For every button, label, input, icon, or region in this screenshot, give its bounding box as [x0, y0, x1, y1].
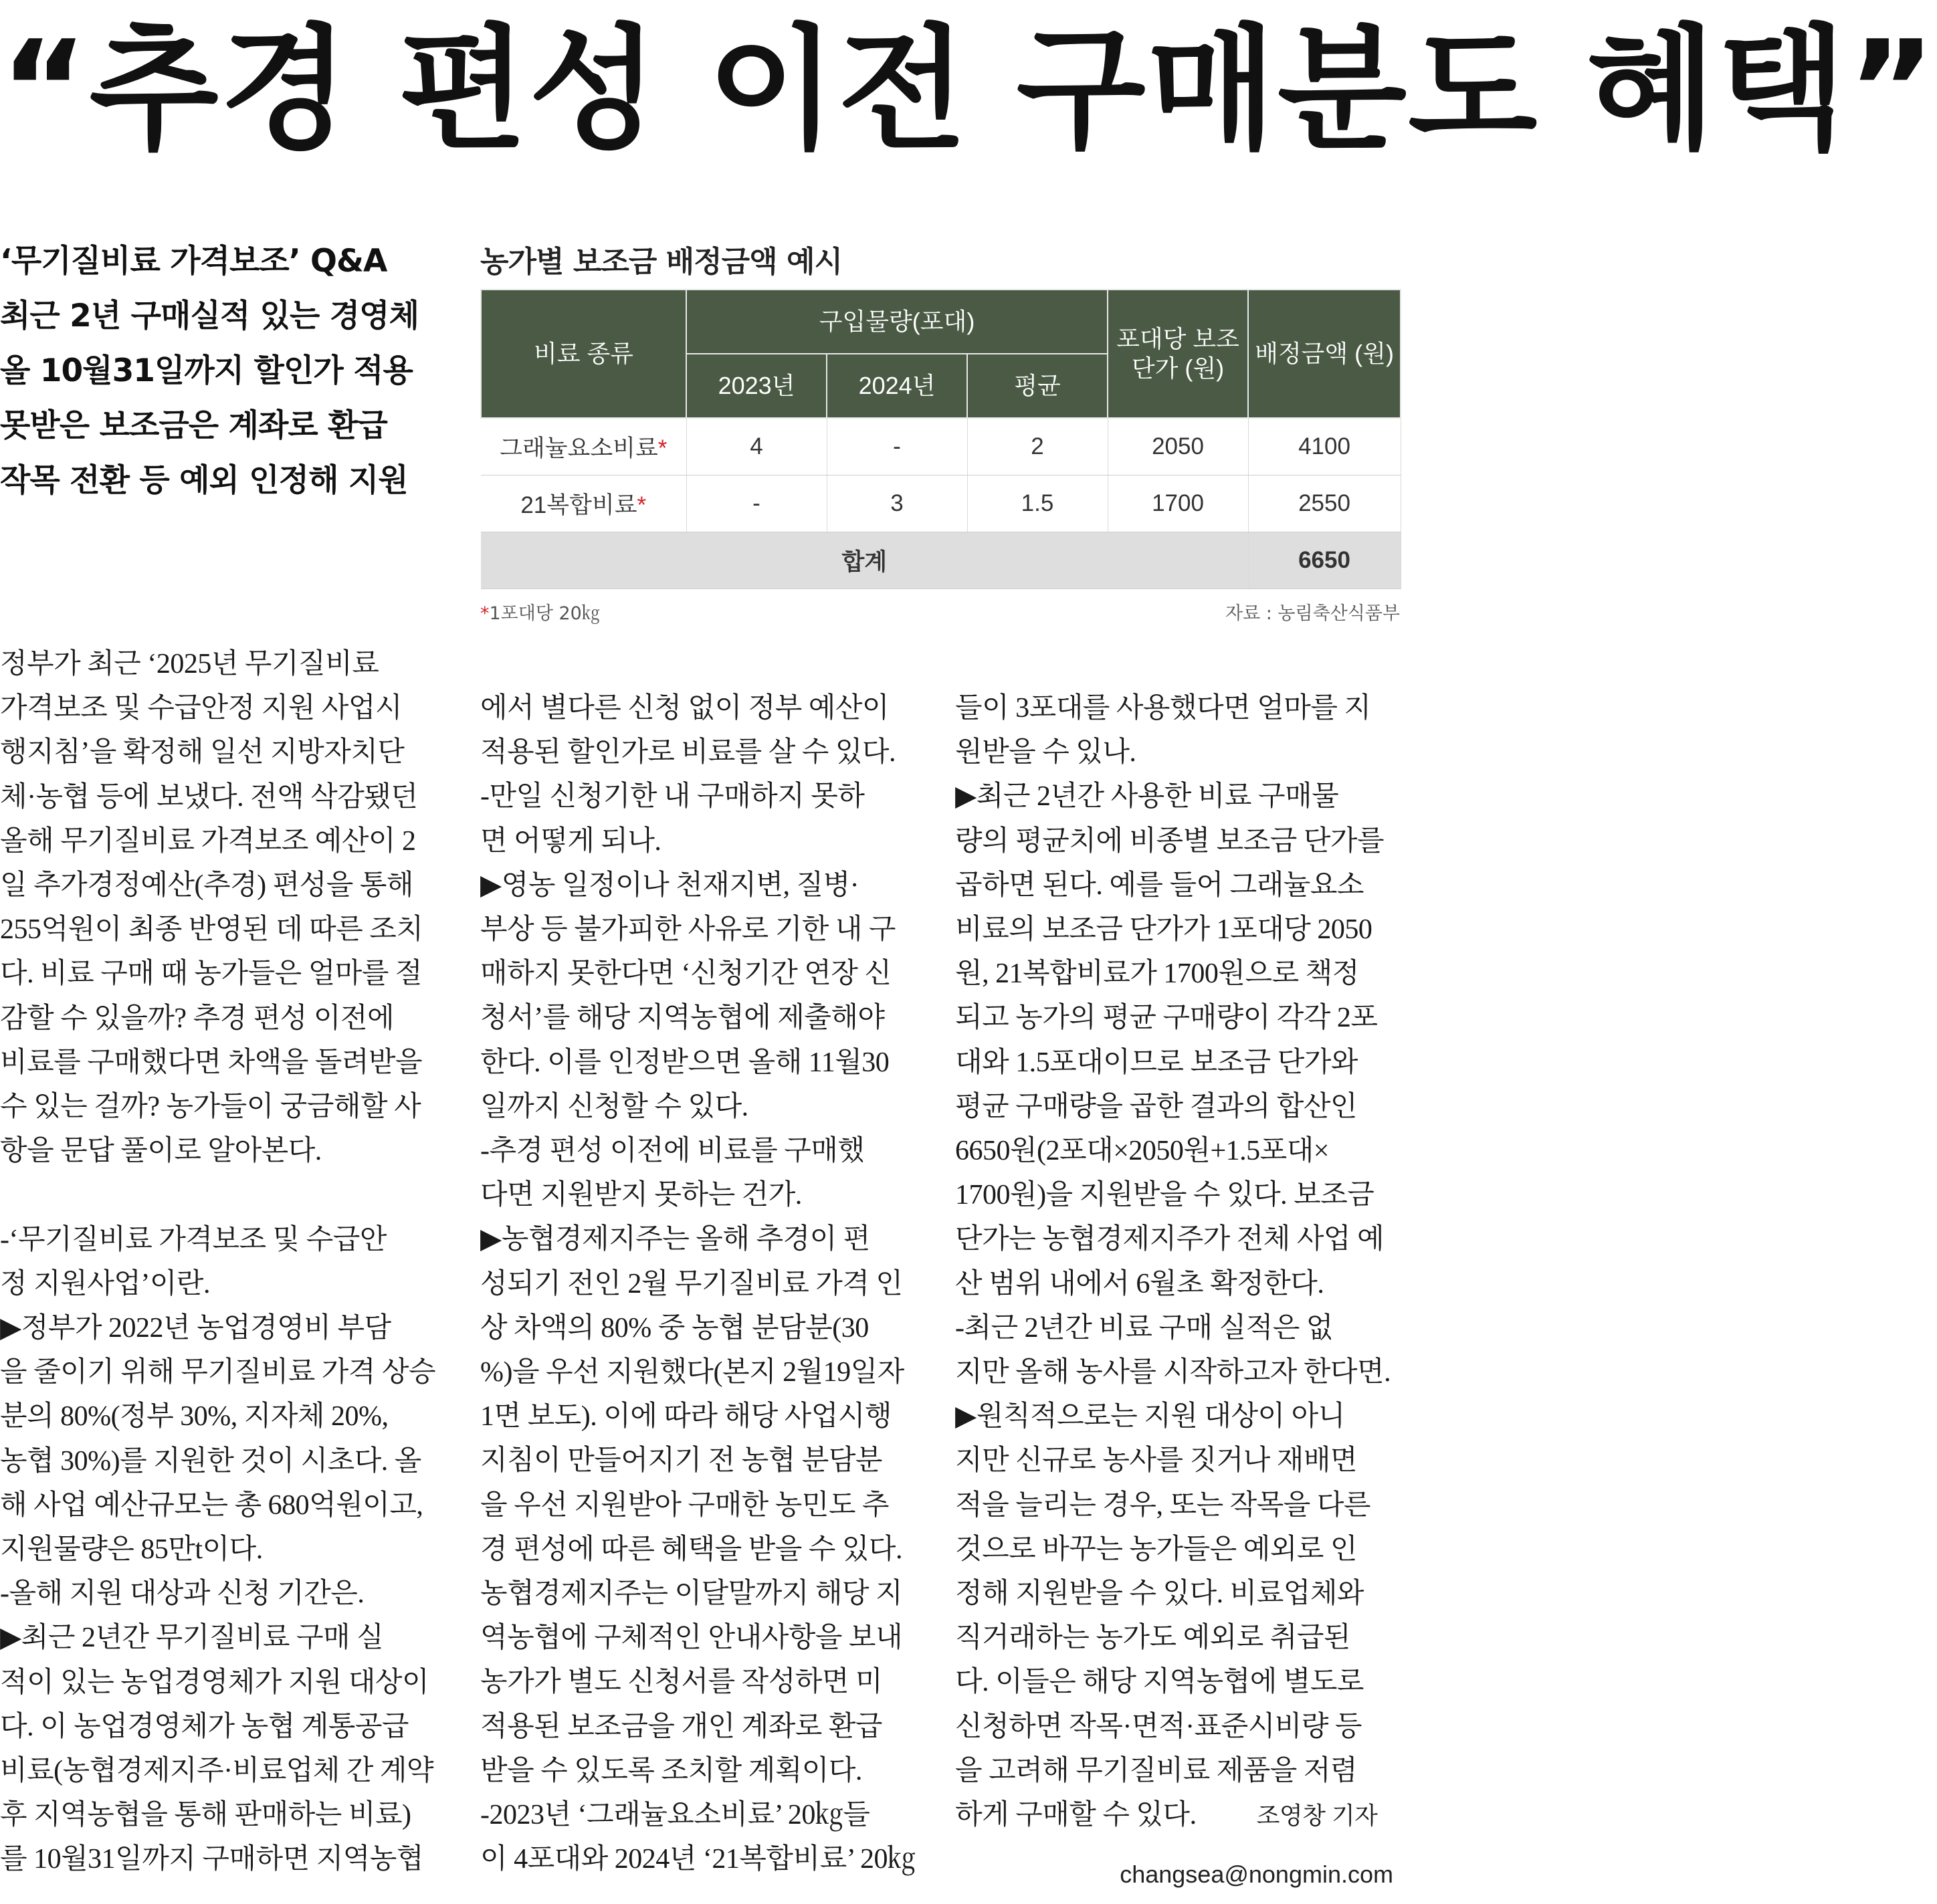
article-line: 일 추가경정예산(추경) 편성을 통해: [0, 870, 413, 902]
reporter-email: changsea@nongmin.com: [1120, 1861, 1393, 1888]
article-line: 것으로 바꾸는 농가들은 예외로 인: [955, 1533, 1358, 1565]
article-line: -만일 신청기한 내 구매하지 못하: [480, 781, 865, 813]
footnote-text: 1포대당 20㎏: [489, 603, 600, 624]
article-line-text: 하게 구매할 수 있다.: [955, 1800, 1197, 1831]
article-line: 수 있는 걸까? 농가들이 궁금해할 사: [0, 1091, 421, 1123]
article-line: 적이 있는 농업경영체가 지원 대상이: [0, 1667, 429, 1698]
header-2024: 2024년: [827, 354, 967, 418]
article-line: 에서 별다른 신청 없이 정부 예산이: [480, 693, 890, 724]
article-line: 정해 지원받을 수 있다. 비료업체와: [955, 1578, 1364, 1610]
article-line: ▶농협경제지주는 올해 추경이 편: [480, 1224, 870, 1255]
article-line: 감할 수 있을까? 추경 편성 이전에: [0, 1002, 395, 1034]
article-line: 농협경제지주는 이달말까지 해당 지: [480, 1578, 903, 1610]
table-title: 농가별 보조금 배정금액 예시: [480, 245, 843, 279]
subsidy-table: [480, 289, 1401, 589]
article-line: 성되기 전인 2월 무기질비료 가격 인: [480, 1268, 903, 1299]
subhead-line: 못받은 보조금은 계좌로 환급: [0, 407, 387, 444]
cell-2023: 4: [686, 418, 827, 475]
article-line: 단가는 농협경제지주가 전체 사업 예: [955, 1224, 1385, 1255]
total-value: 6650: [1248, 532, 1401, 589]
footnote: [480, 599, 600, 625]
article-line: 매하지 못한다면 ‘신청기간 연장 신: [480, 958, 892, 990]
article-line: 체·농협 등에 보냈다. 전액 삭감됐던: [0, 781, 418, 813]
cell-avg: 1.5: [967, 475, 1108, 532]
article-line: 부상 등 불가피한 사유로 기한 내 구: [480, 914, 896, 946]
article-line: 가격보조 및 수급안정 지원 사업시: [0, 693, 403, 724]
article-line: 지침이 만들어지기 전 농협 분담분: [480, 1445, 883, 1477]
article-line: 농가가 별도 신청서를 작성하면 미: [480, 1667, 883, 1698]
article-line: 역농협에 구체적인 안내사항을 보내: [480, 1622, 903, 1654]
article-line: ▶정부가 2022년 농업경영비 부담: [0, 1313, 391, 1344]
article-line: -‘무기질비료 가격보조 및 수급안: [0, 1224, 387, 1255]
article-line: 다. 이들은 해당 지역농협에 별도로: [955, 1667, 1364, 1698]
article-line: -추경 편성 이전에 비료를 구매했: [480, 1136, 865, 1167]
fertilizer-name: 그래뉼요소비료: [500, 435, 658, 461]
footnote-mark: *: [637, 492, 647, 518]
article-line: [955, 1793, 1397, 1838]
cell-2024: 3: [827, 475, 967, 532]
footnote-mark: *: [480, 603, 490, 624]
article-line: 경 편성에 따른 혜택을 받을 수 있다.: [480, 1533, 903, 1565]
article-line: 받을 수 있도록 조치할 계획이다.: [480, 1755, 862, 1786]
article-line: 을 우선 지원받아 구매한 농민도 추: [480, 1489, 890, 1521]
cell-assigned: 2550: [1248, 475, 1401, 532]
article-line: 6650원(2포대×2050원+1.5포대×: [955, 1136, 1329, 1167]
article-line: ▶영농 일정이나 천재지변, 질병·: [480, 869, 859, 901]
article-line: 량의 평균치에 비종별 보조금 단가를: [955, 825, 1385, 857]
article-line: 255억원이 최종 반영된 데 따른 조치: [0, 914, 423, 946]
table-row: [481, 418, 1401, 475]
article-line: 행지침’을 확정해 일선 지방자치단: [0, 737, 405, 768]
article-line: 분의 80%(정부 30%, 지자체 20%,: [0, 1401, 389, 1433]
article-line: 일까지 신청할 수 있다.: [480, 1091, 748, 1122]
article-line: 다면 지원받지 못하는 건가.: [480, 1180, 802, 1211]
article-line: ▶최근 2년간 무기질비료 구매 실: [0, 1622, 384, 1654]
header-unit: 포대당 보조단가 (원): [1108, 290, 1248, 418]
row-name-cell: [481, 418, 686, 475]
cell-assigned: 4100: [1248, 418, 1401, 475]
table-footer: [480, 599, 1400, 625]
article-line: 산 범위 내에서 6월초 확정한다.: [955, 1268, 1324, 1299]
article-line: 해 사업 예산규모는 총 680억원이고,: [0, 1489, 423, 1521]
article-line: 다. 비료 구매 때 농가들은 얼마를 절: [0, 958, 423, 990]
article-column-1: [0, 642, 455, 1882]
headline: “추경 편성 이전 구매분도 혜택”: [0, 12, 1937, 168]
subhead-line: 작목 전환 등 예외 인정해 지원: [0, 462, 408, 499]
footnote-mark: *: [657, 435, 668, 461]
byline: 조영창 기자: [1256, 1802, 1378, 1830]
article-line: 1700원)을 지원받을 수 있다. 보조금: [955, 1180, 1374, 1211]
cell-unit: 2050: [1108, 418, 1248, 475]
subheads: [0, 234, 455, 508]
header-2023: 2023년: [686, 354, 827, 418]
article-line: [0, 1173, 455, 1217]
article-line: 적용된 할인가로 비료를 살 수 있다.: [480, 737, 896, 768]
article-line: 비료(농협경제지주·비료업체 간 계약: [0, 1756, 434, 1787]
article-line: 직거래하는 농가도 예외로 취급된: [955, 1622, 1351, 1654]
article-line: 정 지원사업’이란.: [0, 1268, 210, 1299]
total-label: 합계: [481, 532, 1248, 589]
article-line: 항을 문답 풀이로 알아본다.: [0, 1136, 322, 1167]
article-line: 을 고려해 무기질비료 제품을 저렴: [955, 1755, 1358, 1786]
subhead-line: 올 10월31일까지 할인가 적용: [0, 352, 413, 389]
article-line: 한다. 이를 인정받으면 올해 11월30: [480, 1047, 890, 1078]
subhead-line: 최근 2년 구매실적 있는 경영체: [0, 298, 419, 334]
article-line: 후 지역농협을 통해 판매하는 비료): [0, 1800, 411, 1831]
article-line: 농협 30%)를 지원한 것이 시초다. 올: [0, 1445, 421, 1477]
article-column-3: [955, 686, 1397, 1838]
article-line: 지만 신규로 농사를 짓거나 재배면: [955, 1445, 1358, 1477]
article-line: 들이 3포대를 사용했다면 얼마를 지: [955, 693, 1371, 724]
header-avg: 평균: [967, 354, 1108, 418]
article-line: 이 4포대와 2024년 ‘21복합비료’ 20㎏: [480, 1844, 916, 1875]
article-line: 대와 1.5포대이므로 보조금 단가와: [955, 1047, 1358, 1078]
header-type: 비료 종류: [481, 290, 686, 418]
subhead-qa: ‘무기질비료 가격보조’ Q&A: [0, 243, 387, 280]
article-line: 1면 보도). 이에 따라 해당 사업시행: [480, 1401, 892, 1433]
article-line: ▶원칙적으로는 지원 대상이 아니: [955, 1401, 1345, 1433]
row-name-cell: [481, 475, 686, 532]
article-line: ▶최근 2년간 사용한 비료 구매물: [955, 781, 1339, 813]
article-line: 정부가 최근 ‘2025년 무기질비료: [0, 649, 379, 679]
article-line: 평균 구매량을 곱한 결과의 합산인: [955, 1091, 1358, 1122]
article-line: 적을 늘리는 경우, 또는 작목을 다른: [955, 1489, 1371, 1521]
article-line: 상 차액의 80% 중 농협 분담분(30: [480, 1312, 869, 1344]
article-line: -올해 지원 대상과 신청 기간은.: [0, 1578, 365, 1610]
article-line: 곱하면 된다. 예를 들어 그래뉼요소: [955, 869, 1364, 901]
article-line: 비료의 보조금 단가가 1포대당 2050: [955, 914, 1372, 946]
article-line: 되고 농가의 평균 구매량이 각각 2포: [955, 1002, 1378, 1034]
article-line: %)을 우선 지원했다(본지 2월19일자: [480, 1357, 904, 1388]
table-row: [481, 475, 1401, 532]
article-column-2: [480, 686, 918, 1881]
article-line: 다. 이 농업경영체가 농협 계통공급: [0, 1711, 409, 1742]
article-line: 올해 무기질비료 가격보조 예산이 2: [0, 825, 416, 857]
header-assigned: 배정금액 (원): [1248, 290, 1401, 418]
article-line: 청서’를 해당 지역농협에 제출해야: [480, 1002, 885, 1034]
fertilizer-name: 21복합비료: [520, 492, 637, 518]
cell-avg: 2: [967, 418, 1108, 475]
article-line: 면 어떻게 되나.: [480, 825, 661, 857]
article-line: 적용된 보조금을 개인 계좌로 환급: [480, 1711, 883, 1742]
source-note: 자료 : 농림축산식품부: [1225, 603, 1400, 624]
article-line: 신청하면 작목·면적·표준시비량 등: [955, 1711, 1362, 1742]
header-qty: 구입물량(포대): [686, 290, 1108, 354]
article-line: 을 줄이기 위해 무기질비료 가격 상승: [0, 1357, 436, 1388]
subsidy-table-block: [480, 242, 1400, 625]
article-line: 비료를 구매했다면 차액을 돌려받을: [0, 1047, 423, 1078]
cell-2024: -: [827, 418, 967, 475]
article-line: -최근 2년간 비료 구매 실적은 없: [955, 1312, 1333, 1344]
article-line: 지만 올해 농사를 시작하고자 한다면.: [955, 1357, 1391, 1388]
article-line: 를 10월31일까지 구매하면 지역농협: [0, 1844, 423, 1875]
cell-unit: 1700: [1108, 475, 1248, 532]
article-line: 지원물량은 85만t이다.: [0, 1534, 263, 1566]
total-row: [481, 532, 1401, 589]
cell-2023: -: [686, 475, 827, 532]
article-line: 원받을 수 있나.: [955, 737, 1136, 768]
article-line: 원, 21복합비료가 1700원으로 책정: [955, 958, 1359, 990]
article-line: -2023년 ‘그래뉼요소비료’ 20㎏들: [480, 1800, 870, 1831]
